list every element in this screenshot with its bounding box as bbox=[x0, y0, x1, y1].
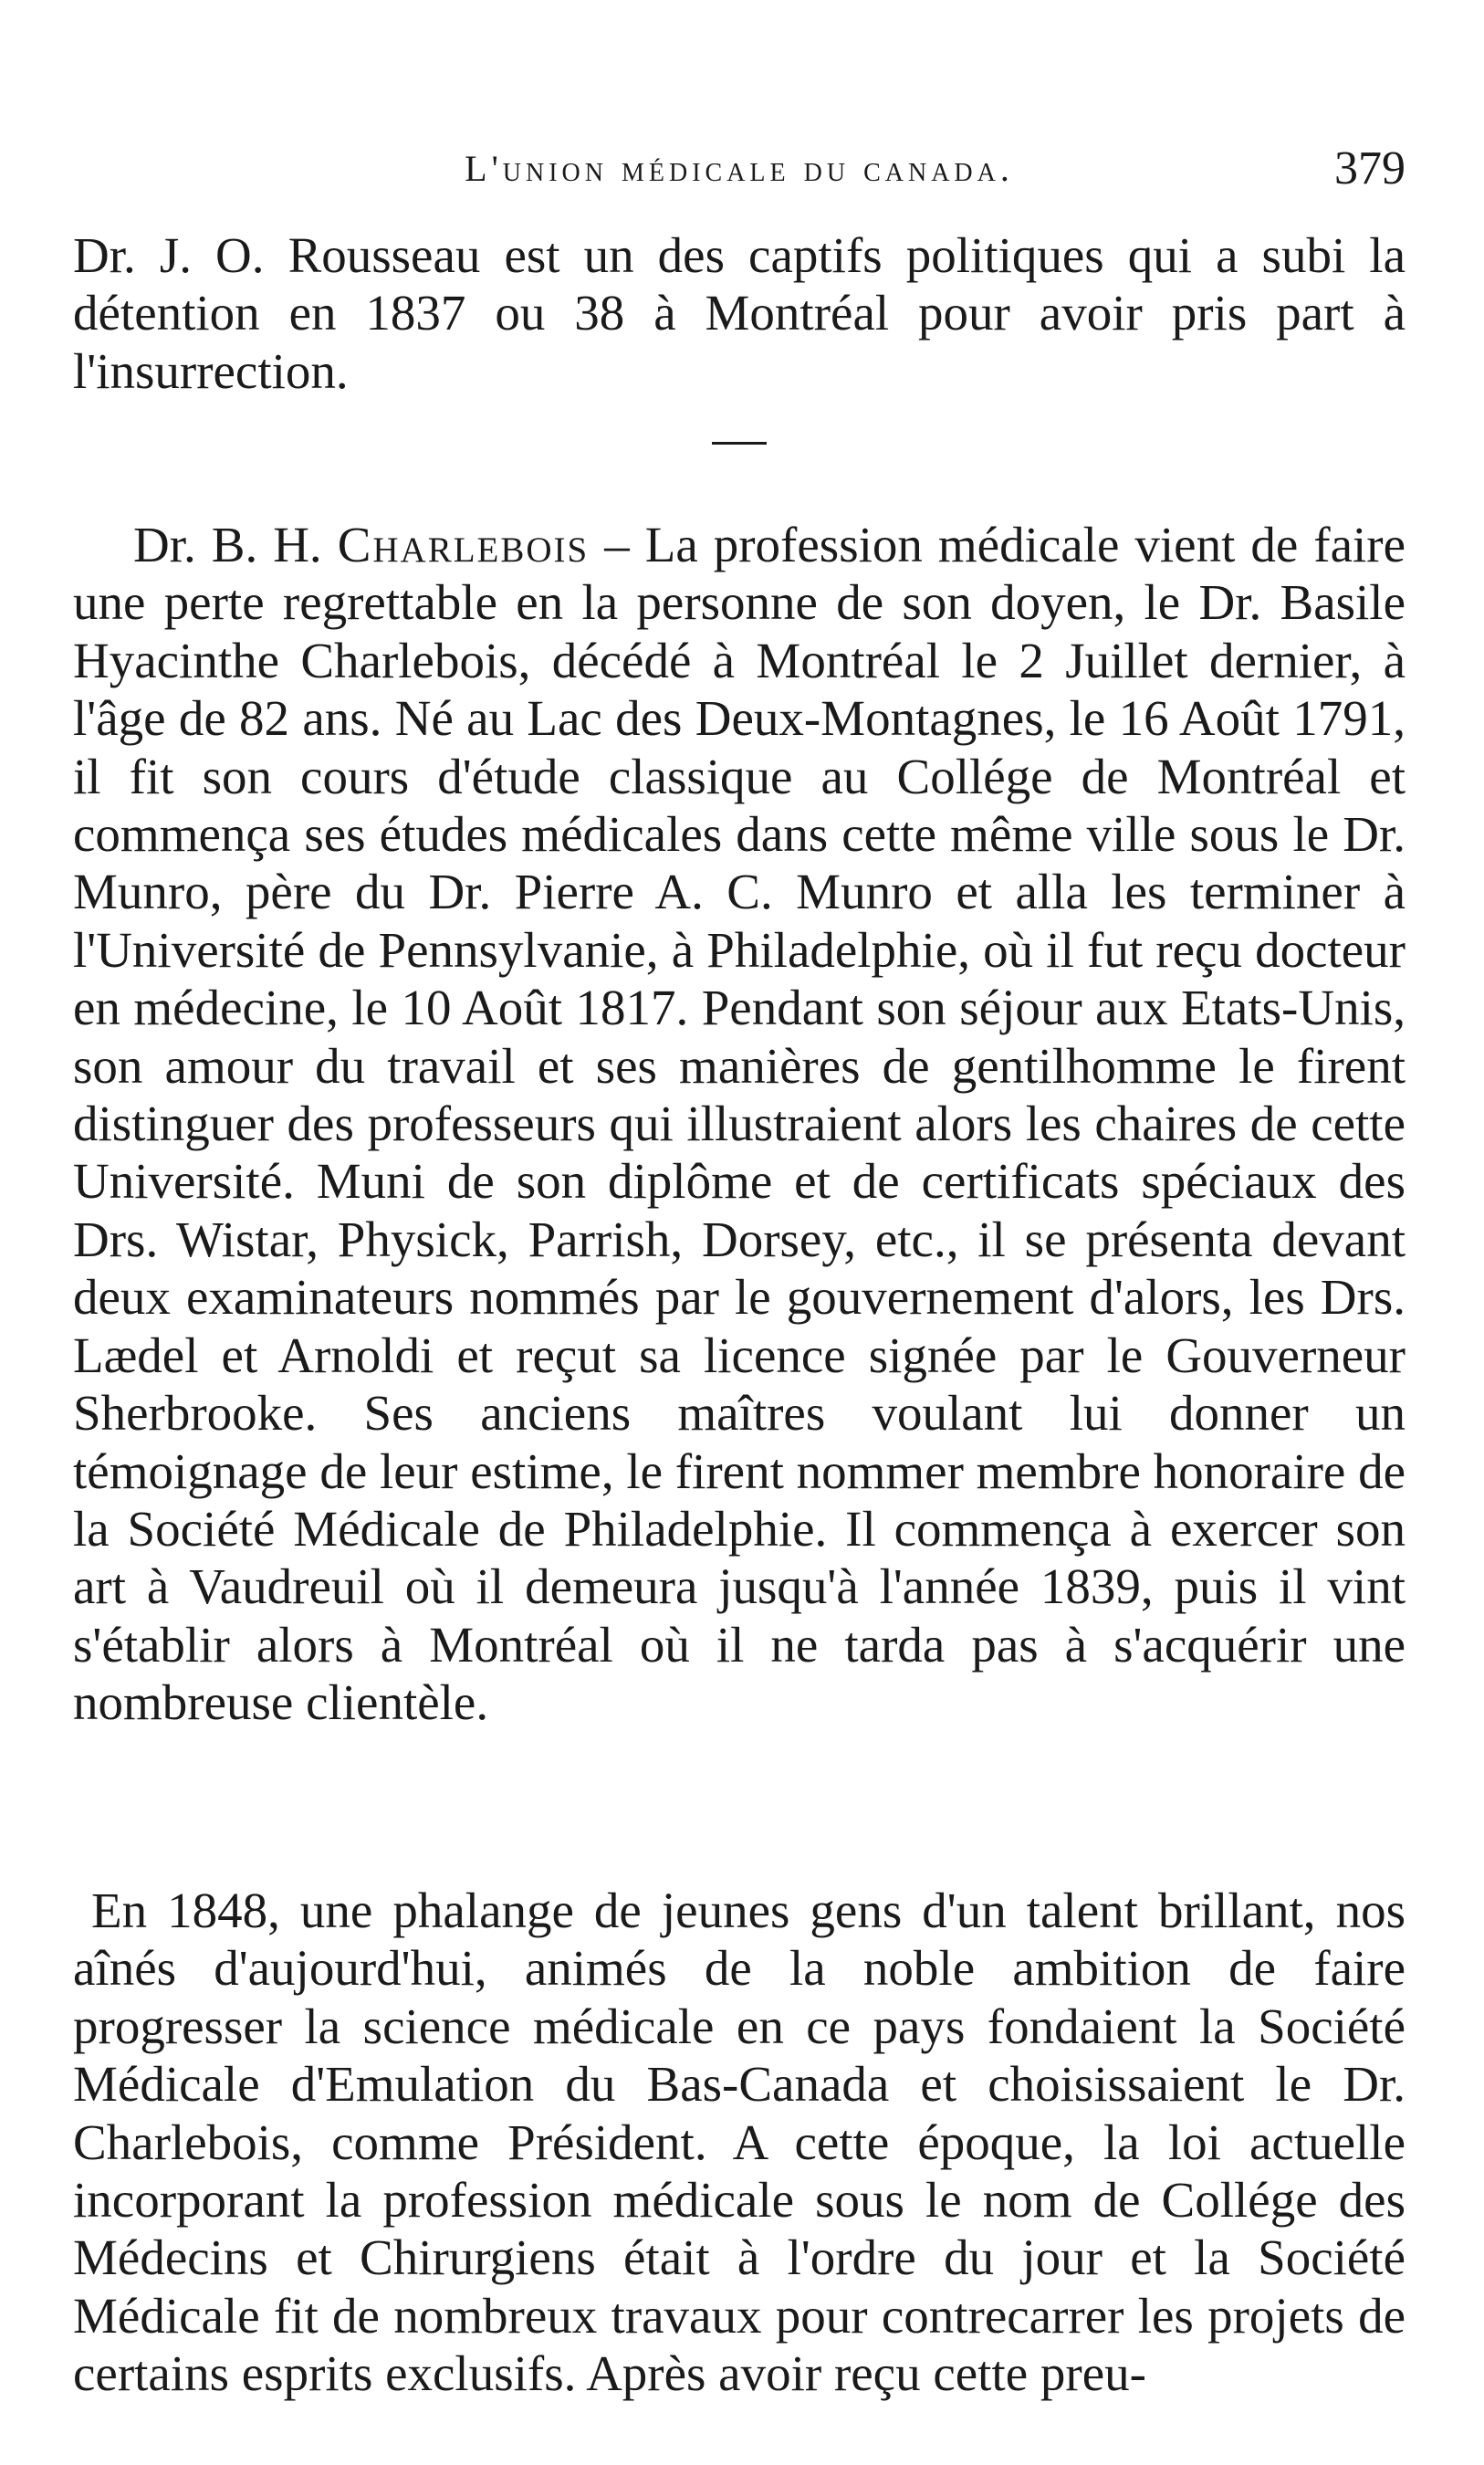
charlebois-lead: Dr. B. H. bbox=[133, 517, 338, 572]
running-header bbox=[73, 137, 1406, 201]
page-number: 379 bbox=[1334, 142, 1406, 194]
running-title: L'union médicale du canada. bbox=[465, 148, 1014, 189]
paragraph-societe: En 1848, une phalange de jeunes gens d'un talent brillant, nos aînés d'aujourd'hui, animés de la noble ambition de faire progresser la science médicale en ce pays fondaient la Société Médicale d'Emulation du Bas-Canada et choisissaient le Dr. Charlebois, comme Président. A cette époque, la loi actuelle incorporant la profession médicale sous le nom de Collége des Médecins et Chirurgiens était à l'ordre du jour et la Société Médicale fit de nombreux travaux pour contrecarrer les projets de certains esprits exclusifs. Après avoir reçu cette preu- bbox=[73, 1883, 1406, 2402]
paragraph-rousseau: Dr. J. O. Rousseau est un des captifs politiques qui a subi la détention en 1837 ou 38 à Montréal pour avoir pris part à l'insurrection. bbox=[73, 227, 1406, 399]
paragraph-charlebois bbox=[73, 516, 1406, 1732]
charlebois-body: – La profession médicale vient de faire une perte regrettable en la personne de son doyen, le Dr. Basile Hyacinthe Charlebois, décédé à Montréal le 2 Juillet dernier, à l'âge de 82 ans. Né au Lac des Deux-Montagnes, le 16 Août 1791, il fit son cours d'étude classique au Collége de Montréal et commença ses études médicales dans cette même ville sous le Dr. Munro, père du Dr. Pierre A. C. Munro et alla les terminer à l'Université de Pennsylvanie, à Philadelphie, où il fut reçu docteur en médecine, le 10 Août 1817. Pendant son séjour aux Etats-Unis, son amour du travail et ses manières de gentilhomme le firent distinguer des professeurs qui illustraient alors les chaires de cette Université. Muni de son diplôme et de certificats spéciaux des Drs. Wistar, Physick, Parrish, Dorsey, etc., il se présenta devant deux examinateurs nommés par le gouvernement d'alors, les Drs. Lædel et Arnoldi et reçut sa licence signée par le Gouverneur Sherbrooke. Ses anciens maîtres voulant lui donner un témoignage de leur estime, le firent nommer membre honoraire de la Société Médicale de Philadelphie. Il commença à exercer son art à Vaudreuil où il demeura jusqu'à l'année 1839, puis il vint s'établir alors à Montréal où il ne tarda pas à s'acquérir une nombreuse clientèle. bbox=[73, 517, 1406, 1731]
charlebois-name: Charlebois bbox=[337, 517, 590, 572]
document-page bbox=[73, 0, 1406, 2465]
section-separator bbox=[712, 442, 767, 445]
